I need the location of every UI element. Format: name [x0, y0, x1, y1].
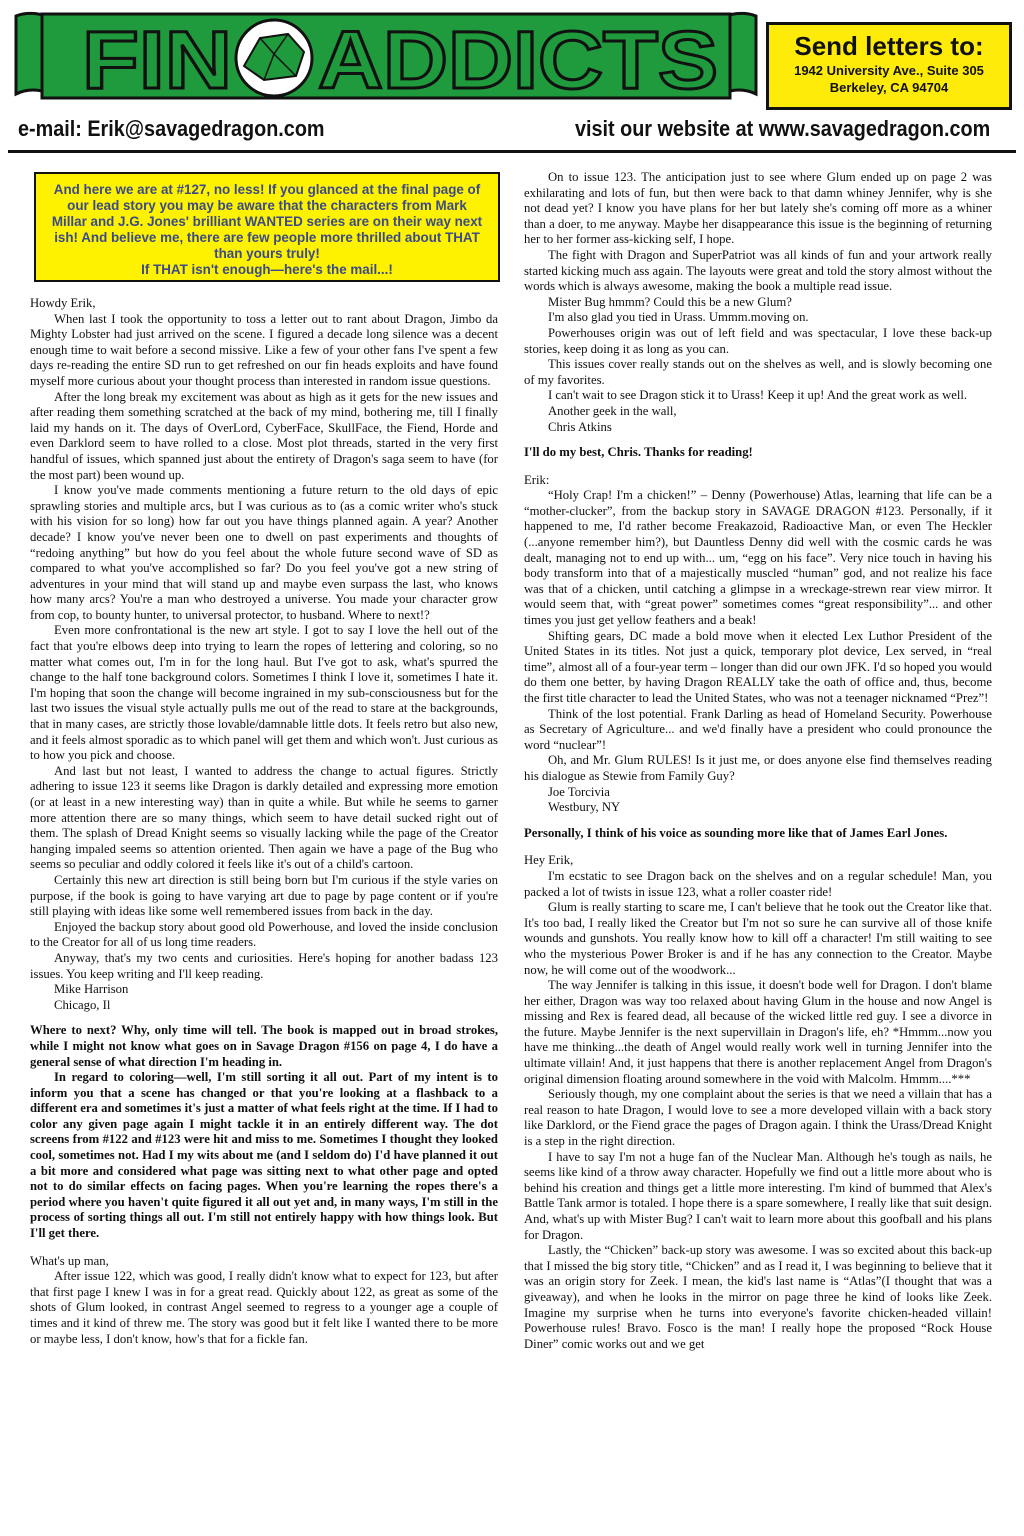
letter-signature: Joe Torcivia — [548, 784, 610, 799]
letter-signature: Another geek in the wall, — [548, 403, 677, 418]
banner-title-right: ADDICTS — [318, 15, 718, 104]
letter-paragraph: Glum is really starting to scare me, I can't believe that he took out the Creator like that. It's too bad, I really liked the Creator but I'm not so sure he can survive all of those knife wounds and gunshots. You really know how to kill off a character! I'm still waiting to see who the mysterious Power Broker is and if he has any connection to the Creator. Maybe now, he will come out of the woodwork... — [524, 900, 992, 977]
letter-paragraph: Lastly, the “Chicken” back-up story was awesome. I was so excited about this back-up that I missed the big story title, “Chicken” and as I read it, I was beginning to believe that it was an origin story for Zeek. I mean, the kid's last name is “Atlas”(I thought that was a giveaway), and when he looks in the mirror on page three he kind of looks like Zeek. Imagine my surprise when he turns into everyone's favorite chicken-headed villain! Powerhouse rules! Bravo. Fosco is the man! I really hope the proposed “Rock House Diner” comic works out and we get — [524, 1243, 992, 1351]
letters-column-left — [30, 296, 498, 1347]
editor-reply: In regard to coloring—well, I'm still sorting it all out. Part of my intent is to inform you that a scene has changed or that you're looking at a flashback to a different era and sometimes it's just a matter of what feels right at the time. If I had to color any given page again I might tackle it in an entirely different way. The dot screens from #122 and #123 were hit and miss to me. Sometimes I thought they looked cool, sometimes not. Had I my wits about me (and I seldom do) I'd have planned it out a bit more and considered what page was sitting next to what other page and opted not to do similar effects on facing pages. When you're learning the ropes there's a period where you haven't quite figured it all out yet and, in many ways, I'm still in the process of sorting things all out. I'm still not entirely happy with how things look. But I'll get there. — [30, 1070, 498, 1241]
paragraph-gap — [524, 841, 992, 853]
editor-reply: Personally, I think of his voice as sounding more like that of James Earl Jones. — [524, 825, 948, 840]
letter-salutation: Howdy Erik, — [30, 296, 96, 310]
letter-paragraph: I'm ecstatic to see Dragon back on the shelves and on a regular schedule! Man, you packed a lot of twists in issue 123, what a roller coaster ride! — [524, 868, 992, 899]
intro-text: And here we are at #127, no less! If you glanced at the final page of our lead story you may be aware that the characters from Mark Millar and J.G. Jones' brilliant WANTED series are on their way next ish! And believe me, there are few people more thrilled about THAT than yours truly! — [51, 182, 483, 261]
letter-paragraph: I know you've made comments mentioning a future return to the old days of epic sprawling stories and multiple arcs, but I was curious as to (as a comic writer who's stuck with his vision for so long) how far out you have things planned again. A year? Another decade? I know you've never been one to dwell on past experiments and thoughts of “redoing anything” but how do you feel about the whole future second wave of SD as compared to what you've accomplished so far? Do you feel you've got a new string of adventures in your mind that will stand up and maybe even surpass the last, who knows how many arcs? You're a man who destroyed a universe. You made your character grow from cop, to bounty hunter, to universal protector, to husband. Where to next!? — [30, 483, 498, 622]
address-line-2: Berkeley, CA 94704 — [829, 80, 949, 95]
letter-paragraph: The way Jennifer is talking in this issue, it doesn't bode well for Dragon. I don't blame her either, Dragon was way too relaxed about having Glum in the house and now Angel is missing and Rex is feared dead, all because of the wicked little red guy. I see a divorce in the future. Maybe Jennifer is the next supervillain in Dragon's life, eh? *Hmmm...now you have me thinking...the death of Angel would really work well in turning Jennifer into the ultimate villain! And, it just happens that there is another replacement Angel from Dragon's original dimension floating around somewhere in the void with Malcolm. Hmmm....*** — [524, 978, 992, 1086]
letter-paragraph: Think of the lost potential. Frank Darling as head of Homeland Security. Powerhouse as Secretary of Agriculture... and we'd finally have a president who could pronounce the word “nuclear”! — [524, 706, 992, 752]
letter-paragraph: I have to say I'm not a huge fan of the Nuclear Man. Although he's tough as nails, he seems like kind of a throw away character. Hopefully we find out a little more about who is behind his creation and things get a little more interesting. I'm kind of bummed that Alex's Battle Tank armor is totaled. I hope there is a spare somewhere, I really like that suit design. And, what's up with Mister Bug? I can't wait to learn more about this goofball and his plans for Dragon. — [524, 1149, 992, 1242]
send-letters-box — [766, 22, 1012, 110]
letter-paragraph: Oh, and Mr. Glum RULES! Is it just me, or does anyone else find themselves reading his dialogue as Stewie from Family Guy? — [524, 753, 992, 783]
letter-signature: Chicago, Il — [54, 997, 111, 1012]
letter-salutation: What's up man, — [30, 1253, 109, 1268]
letter-paragraph: And last but not least, I wanted to address the change to actual figures. Strictly adhering to issue 123 it seems like Dragon is darkly detailed and expressing more emotion (or at least in a new interesting way) than in quite a while. But while he seems to garner more attention there are so many things, which seem to have detail sucked right out of them. The splash of Dread Knight seems so visually lacking while the page of the Creator hanging impaled seems so attention oriented. Then again we have a page of the Bug who seems so peculiar and oddly colored it feels like it's out of a child's cartoon. — [30, 763, 498, 872]
letter-paragraph: Enjoyed the backup story about good old Powerhouse, and loved the inside conclusion to the Creator for all of us long time readers. — [30, 919, 498, 950]
letter-paragraph: I can't wait to see Dragon stick it to Urass! Keep it up! And the great work as well. — [548, 388, 968, 403]
letter-salutation: Erik: — [524, 472, 550, 487]
letter-paragraph: Mister Bug hmmm? Could this be a new Glum? — [548, 294, 792, 309]
letter-signature: Westbury, NY — [548, 800, 621, 815]
address-line-1: 1942 University Ave., Suite 305 — [794, 63, 984, 78]
dragon-head-icon — [236, 20, 312, 96]
letter-paragraph: Powerhouses origin was out of left field and was spectacular, I love these back-up stories, keep doing it as long as you can. — [524, 325, 992, 356]
letter-signature: Mike Harrison — [54, 982, 129, 997]
letter-paragraph: This issues cover really stands out on the shelves as well, and is slowly becoming one of my favorites. — [524, 357, 992, 387]
send-letters-title: Send letters to: — [794, 31, 984, 61]
letter-paragraph: I'm also glad you tied in Urass. Ummm.moving on. — [548, 310, 809, 325]
editor-intro-box — [34, 172, 500, 282]
intro-text-2: If THAT isn't enough—here's the mail...! — [141, 262, 393, 277]
letter-salutation: Hey Erik, — [524, 853, 574, 868]
letter-paragraph: Even more confrontational is the new art style. I got to say I love the hell out of the fact that you're elbows deep into trying to learn the ropes of lettering and coloring, so no matter what comes out, I'm in for the long haul. But I've got to ask, what's spurred the change to the half tone background colors. Sometimes I think I love it, sometimes I hate it. I'm hoping that soon the change will become ingrained in my sub-consciousness but for the last two issues the visual style actually pulls me out of the read to stare at the backgrounds, that in many cases, are strictly those lovable/damnable little dots. It feels retro but also new, and it feels almost sporadic as to which panel will get them and which won't. Just curious as to how you pick and choose. — [30, 623, 498, 763]
email-address: e-mail: Erik@savagedragon.com — [18, 116, 325, 141]
paragraph-gap — [524, 461, 992, 473]
letter-paragraph: Seriously though, my one complaint about the series is that we need a villain that has a real reason to hate Dragon, I would love to see a more developed villain with a back story like Darklord, or the Fiend grace the pages of Dragon again. I think the Urass/Dread Knight is a step in the right direction. — [524, 1087, 992, 1149]
paragraph-gap — [30, 1242, 498, 1254]
header-divider — [8, 150, 1016, 153]
banner-title-left: FIN — [82, 15, 232, 104]
letter-paragraph: Anyway, that's my two cents and curiosities. Here's hoping for another badass 123 issues. You keep writing and I'll keep reading. — [30, 950, 498, 981]
letters-column-right — [524, 170, 992, 1352]
letter-paragraph: “Holy Crap! I'm a chicken!” – Denny (Powerhouse) Atlas, learning that life can be a “mother-clucker”, from the backup story in SAVAGE DRAGON #123. Personally, if it happened to me, I'd rather become Freakazoid, Radioactive Man, or even The Heckler (...anyone remember him?), but Dauntless Denny did well with the cosmic cards he was dealt, managing not to end up with... um, “egg on his face”. Very nice touch in having his body transform into that of a majestically muscled “human” god, and not realize his face was that of a chicken, until catching a glimpse in a wreckage-strewn rear view mirror. It would seem that, with “great power” sometimes comes “great responsibility”... and other times you just get yellow feathers and a beak! — [524, 488, 992, 628]
website-address: visit our website at www.savagedragon.com — [575, 116, 991, 141]
letter-paragraph: On to issue 123. The anticipation just to see where Glum ended up on page 2 was exhilarating and lots of fun, but then were back to that damn whiney Jennifer, why is she not dead yet? I know you have plans for her but lately she's coming off more as a whiner than a doer, to me anyway. Maybe her disappearance this issue is the beginning of returning her to her former ass-kicking self, I hope. — [524, 170, 992, 247]
letter-paragraph: When last I took the opportunity to toss a letter out to rant about Dragon, Jimbo da Mighty Lobster had just arrived on the scene. I figured a decade long silence was a decent enough time to wait before a second missive. Like a few of your other fans I've spent a few days re-reading the entire SD run to get refreshed on our fin heads exploits and have found myself more curious about your thought process than interested in random issue questions. — [30, 311, 498, 388]
fin-addicts-banner — [12, 8, 760, 104]
letter-paragraph: After the long break my excitement was about as high as it gets for the new issues and after reading them something scratched at the back of my mind, bothering me, till I finally laid my hands on it. The days of OverLord, CyberFace, SkullFace, the Fiend, Horde and even Darklord seem to have rolled to a close. Most plot threads, started in the very first handful of issues, which spanned just about the entirety of Dragon's saga seem to have (for the most part) been wound up. — [30, 389, 498, 482]
letter-paragraph: The fight with Dragon and SuperPatriot was all kinds of fun and your artwork really started kicking much ass again. The layouts were great and told the story almost without the words which is always awesome, making the book a multiple read issue. — [524, 247, 992, 294]
letter-paragraph: Certainly this new art direction is still being born but I'm curious if the style varies on purpose, if the book is going to have varying art due to page by page content or if you're still playing with ideas like some well remembered issues from back in the day. — [30, 872, 498, 919]
letter-paragraph: Shifting gears, DC made a bold move when it elected Lex Luthor President of the United States in its titles. Not just a quick, temporary plot device, Lex served, in “real time”, almost all of a four-year term – longer than did our own JFK. I'd so hoped you would do them one better, by having Dragon REALLY take the oath of office and, thus, become the first title character to lead the United States, who was not a teenager nicknamed “Prez”! — [524, 628, 992, 705]
editor-reply: Where to next? Why, only time will tell. The book is mapped out in broad strokes, while I might not know what goes on in Savage Dragon #156 on page 4, I do have a general sense of what direction I'm heading in. — [30, 1023, 498, 1069]
letter-signature: Chris Atkins — [548, 419, 612, 434]
editor-reply: I'll do my best, Chris. Thanks for reading! — [524, 445, 753, 460]
letter-paragraph: After issue 122, which was good, I really didn't know what to expect for 123, but after that first page I knew I was in for a great read. Quickly about 122, as great as some of the shots of Glum looked, in contrast Angel seemed to regress to a younger age a couple of times and it kind of threw me. The story was good but it felt like I wanted there to be more or maybe less, I don't know, how's that for a fickle fan. — [30, 1269, 498, 1346]
